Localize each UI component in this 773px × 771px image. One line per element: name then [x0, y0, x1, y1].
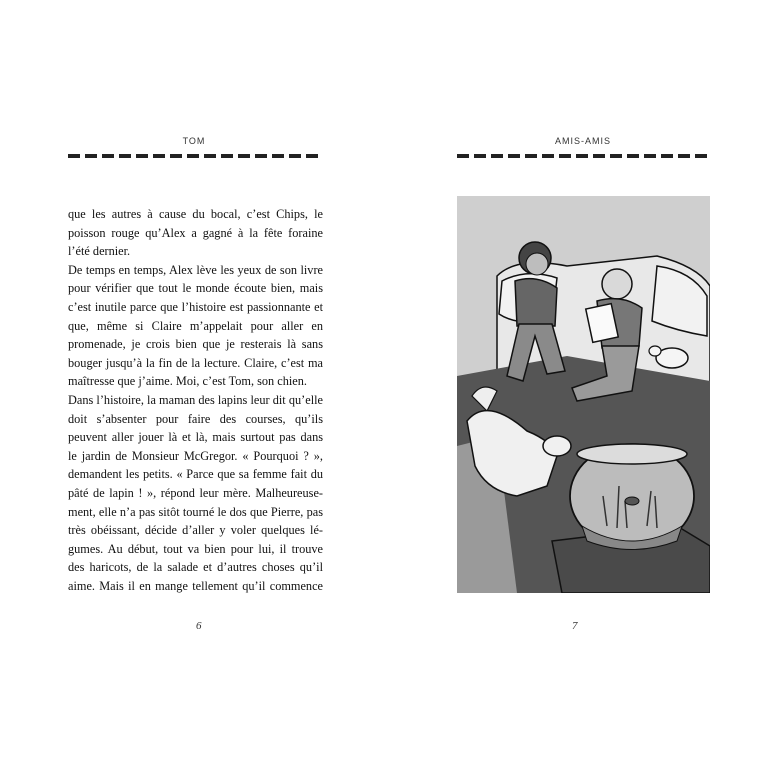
header-dashed-rule-left — [68, 154, 320, 158]
page-number-left: 6 — [196, 620, 202, 632]
text-line: très obéissant, décide d’aller y voler quelques lé- — [68, 523, 323, 538]
text-line: bouger jusqu’à la fin de la lecture. Claire, c’est ma — [68, 355, 323, 370]
text-line: doit s’absenter pour faire des courses, qu’ils — [68, 411, 323, 426]
body-text — [68, 205, 323, 595]
person-body-shape — [515, 279, 557, 326]
person-face-shape — [526, 253, 548, 275]
text-line: c’est inutile parce que l’histoire est passionnante et — [68, 299, 323, 314]
fishbowl-rim-shape — [577, 444, 687, 464]
running-header-left: TOM — [182, 136, 206, 146]
text-line: poisson rouge qu’Alex a gagné à la fête foraine — [68, 225, 323, 240]
rabbit-head-shape — [649, 346, 661, 356]
text-line: demandent les petits. « Parce que sa femme fait du — [68, 467, 323, 482]
left-page — [0, 0, 386, 771]
dog-head-shape — [543, 436, 571, 456]
text-line: aime. Mais il en mange tellement qu’il commence — [68, 578, 323, 593]
text-line: le jardin de Monsieur McGregor. « Pourquoi ? », — [68, 448, 323, 463]
text-line: ment, elle n’a pas sitôt tourné le dos que Pierre, pas — [68, 504, 323, 519]
text-line: promenade, je crois bien que je resterais là sans — [68, 337, 323, 352]
text-line: peuvent aller jouer là et là, mais surtout pas dans — [68, 430, 323, 445]
text-line: gumes. Au début, tout va bien pour lui, il trouve — [68, 541, 323, 556]
right-page — [387, 0, 773, 771]
text-line: pour vérifier que tout le monde écoute bien, mais — [68, 281, 323, 296]
child-head-shape — [602, 269, 632, 299]
text-line: maîtresse que j’aime. Moi, c’est Tom, son chien. — [68, 374, 307, 389]
text-line: que les autres à cause du bocal, c’est Chips, le — [68, 207, 323, 221]
header-dashed-rule-right — [457, 154, 709, 158]
text-line: l’été dernier. — [68, 244, 131, 259]
text-line: De temps en temps, Alex lève les yeux de son livre — [68, 262, 323, 277]
page-number-right: 7 — [572, 620, 578, 632]
text-line: Dans l’histoire, la maman des lapins leur dit qu’elle — [68, 392, 323, 407]
text-line: pâté de lapin ! », répond leur mère. Malheureuse- — [68, 485, 323, 500]
text-line: des haricots, de la salade et d’autres choses qu’il — [68, 560, 323, 575]
goldfish-icon — [625, 497, 639, 505]
running-header-right: AMIS-AMIS — [554, 136, 611, 146]
reading-scene-illustration-icon — [457, 196, 710, 593]
text-line: que, même si Claire m’appelait pour aller en — [68, 318, 323, 333]
